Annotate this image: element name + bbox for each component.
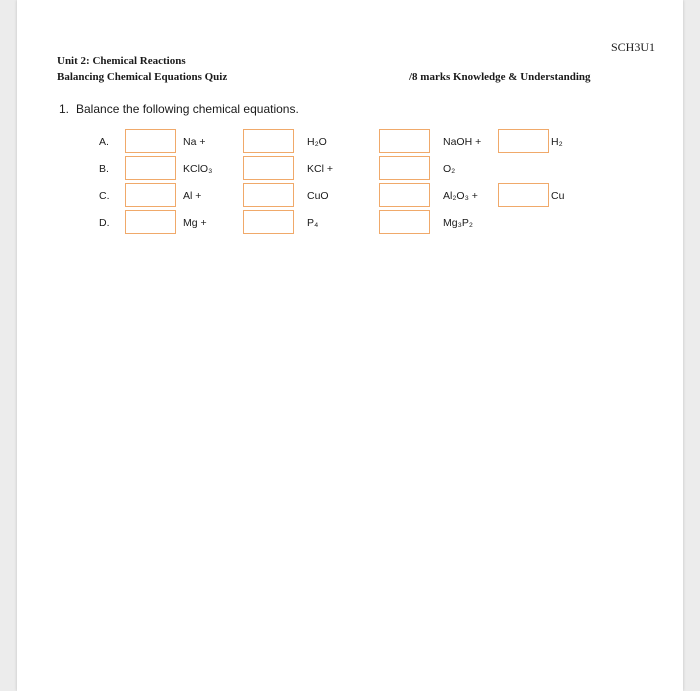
coefficient-box[interactable] bbox=[498, 129, 549, 153]
question-instruction bbox=[59, 102, 299, 116]
coefficient-box[interactable] bbox=[379, 129, 430, 153]
equation-row-d bbox=[17, 210, 683, 236]
formula-text: Mg₃P₂ bbox=[443, 217, 473, 229]
coefficient-box[interactable] bbox=[243, 210, 294, 234]
formula-text: Mg + bbox=[183, 217, 207, 229]
question-text: Balance the following chemical equations. bbox=[76, 102, 299, 116]
quiz-page bbox=[17, 0, 683, 691]
coefficient-box[interactable] bbox=[379, 183, 430, 207]
equation-label: D. bbox=[99, 217, 110, 229]
equation-row-c bbox=[17, 183, 683, 209]
formula-text: Al + bbox=[183, 190, 202, 202]
formula-text: Na + bbox=[183, 136, 206, 148]
coefficient-box[interactable] bbox=[125, 210, 176, 234]
equation-label: A. bbox=[99, 136, 109, 148]
coefficient-box[interactable] bbox=[379, 210, 430, 234]
formula-text: KCl + bbox=[307, 163, 333, 175]
equation-row-a bbox=[17, 129, 683, 155]
formula-text: Cu bbox=[551, 190, 565, 202]
coefficient-box[interactable] bbox=[125, 183, 176, 207]
coefficient-box[interactable] bbox=[125, 156, 176, 180]
unit-title: Unit 2: Chemical Reactions bbox=[57, 55, 186, 67]
quiz-title: Balancing Chemical Equations Quiz bbox=[57, 71, 228, 83]
coefficient-box[interactable] bbox=[498, 183, 549, 207]
formula-text: NaOH + bbox=[443, 136, 482, 148]
formula-text: H₂ bbox=[551, 136, 563, 148]
marks-label: /8 marks Knowledge & Understanding bbox=[409, 71, 591, 83]
equation-row-b bbox=[17, 156, 683, 182]
coefficient-box[interactable] bbox=[379, 156, 430, 180]
formula-text: P₄ bbox=[307, 217, 319, 229]
equation-label: B. bbox=[99, 163, 109, 175]
formula-text: CuO bbox=[307, 190, 329, 202]
coefficient-box[interactable] bbox=[243, 156, 294, 180]
question-number: 1. bbox=[59, 102, 70, 116]
coefficient-box[interactable] bbox=[243, 129, 294, 153]
formula-text: O₂ bbox=[443, 163, 456, 175]
formula-text: Al₂O₃ + bbox=[443, 190, 478, 202]
formula-text: KClO₃ bbox=[183, 163, 213, 175]
equation-label: C. bbox=[99, 190, 110, 202]
course-code: SCH3U1 bbox=[611, 40, 656, 54]
coefficient-box[interactable] bbox=[125, 129, 176, 153]
formula-text: H₂O bbox=[307, 136, 327, 148]
coefficient-box[interactable] bbox=[243, 183, 294, 207]
